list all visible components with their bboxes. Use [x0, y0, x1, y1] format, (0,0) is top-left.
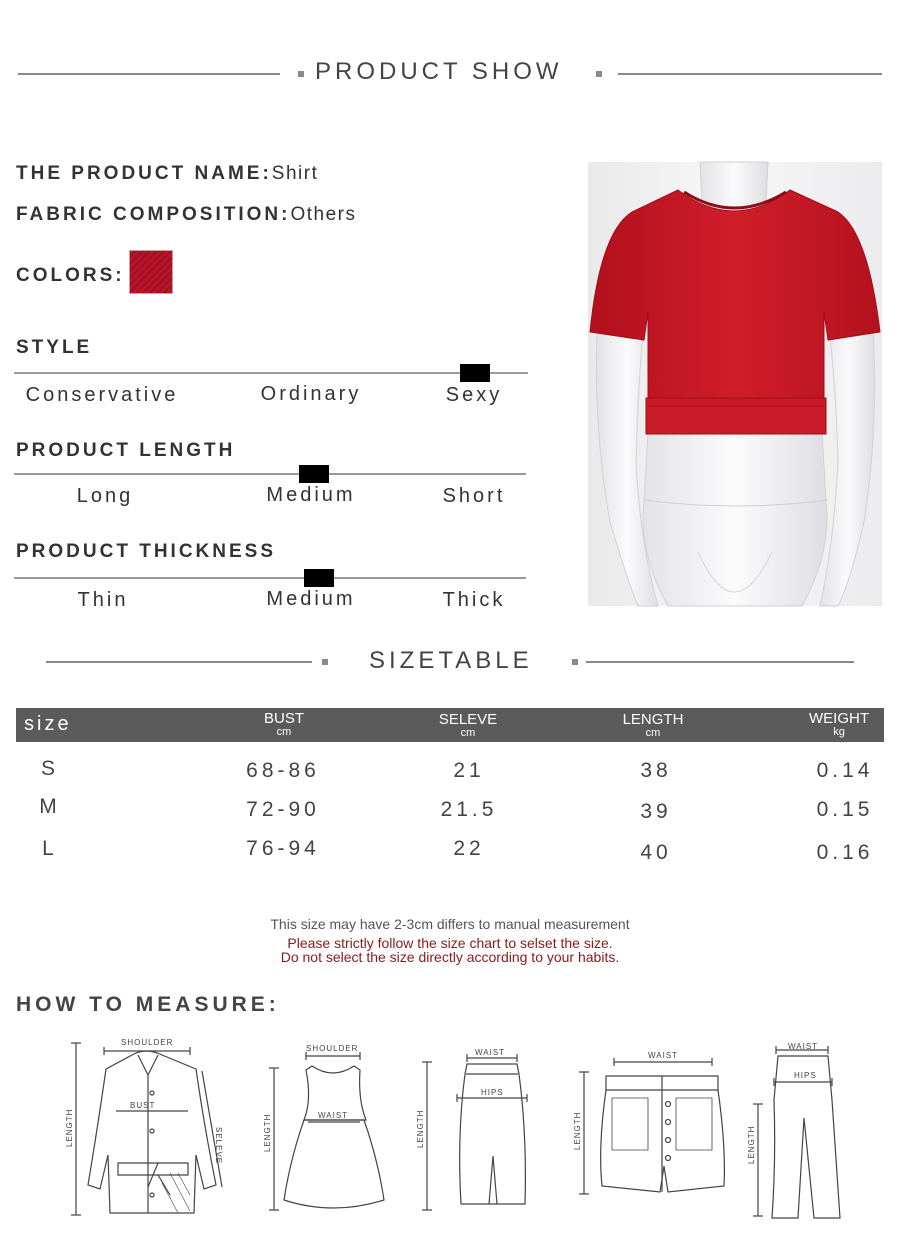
size-table-header [16, 708, 884, 742]
col-bust-unit: cm [276, 726, 292, 738]
length-option-long: Long [76, 485, 134, 507]
col-length-name: LENGTH [622, 711, 684, 728]
pants-diagram [748, 1040, 858, 1222]
coat-bust-label: BUST [130, 1101, 156, 1110]
length-option-short: Short [442, 485, 506, 507]
how-to-measure-title: HOW TO MEASURE: [16, 993, 280, 1016]
skirt-waist-label: WAIST [475, 1048, 506, 1057]
style-marker [460, 364, 490, 382]
color-swatch-red[interactable] [129, 250, 173, 294]
length-option-medium: Medium [266, 484, 356, 506]
product-show-title: PRODUCT SHOW [315, 58, 563, 85]
pants-hips-label: HIPS [794, 1071, 817, 1080]
shorts-length-label: LENGTH [573, 1111, 582, 1150]
thickness-scale-line [14, 577, 526, 579]
colors-label: COLORS: [16, 265, 125, 286]
coat-diagram [58, 1035, 238, 1220]
col-length-unit: cm [645, 727, 661, 739]
dress-waist-label: WAIST [318, 1111, 349, 1120]
coat-shoulder-label: SHOULDER [121, 1038, 174, 1047]
sizetable-square-right [572, 659, 578, 665]
cell-size: M [39, 795, 57, 818]
thickness-option-thin: Thin [77, 589, 129, 611]
style-option-sexy: Sexy [445, 384, 503, 406]
shorts-diagram [572, 1046, 742, 1206]
cell-bust: 76-94 [246, 837, 320, 860]
cell-seleve: 21.5 [440, 798, 498, 821]
col-seleve-unit: cm [460, 727, 476, 739]
mannequin-illustration [588, 162, 882, 606]
cell-length: 38 [640, 759, 672, 782]
cell-weight: 0.16 [816, 841, 874, 864]
skirt-hips-label: HIPS [481, 1088, 504, 1097]
col-seleve-name: SELEVE [438, 711, 498, 728]
fabric-label: FABRIC COMPOSITION: [16, 204, 291, 225]
coat-seleve-label: SELEVE [214, 1127, 223, 1165]
col-bust-name: BUST [263, 710, 304, 727]
cell-seleve: 22 [453, 837, 485, 860]
cell-length: 39 [640, 800, 672, 823]
col-weight-unit: kg [833, 726, 845, 738]
cell-bust: 72-90 [246, 798, 320, 821]
product-length-title: PRODUCT LENGTH [16, 440, 236, 461]
style-scale-line [14, 372, 528, 374]
cell-size: L [42, 837, 54, 860]
sizetable-square-left [322, 659, 328, 665]
col-size: size [24, 713, 72, 735]
sizetable-line-right [586, 661, 854, 663]
cell-seleve: 21 [453, 759, 485, 782]
coat-length-label: LENGTH [65, 1108, 74, 1147]
pants-length-label: LENGTH [747, 1125, 756, 1164]
fabric-composition [16, 204, 356, 226]
col-length [593, 712, 713, 739]
size-note: This size may have 2-3cm differs to manual measurement [270, 916, 630, 932]
thickness-option-medium: Medium [266, 588, 356, 610]
skirt-length-label: LENGTH [416, 1109, 425, 1148]
thickness-marker [304, 569, 334, 587]
thickness-option-thick: Thick [442, 589, 506, 611]
product-name [16, 163, 318, 185]
col-bust [224, 711, 344, 738]
style-option-conservative: Conservative [25, 384, 179, 406]
dress-shoulder-label: SHOULDER [306, 1044, 359, 1053]
product-photo[interactable] [588, 162, 882, 606]
product-thickness-title: PRODUCT THICKNESS [16, 541, 277, 562]
length-marker [299, 465, 329, 483]
shorts-waist-label: WAIST [648, 1051, 679, 1060]
header-line-left [18, 73, 280, 75]
header-line-right [618, 73, 882, 75]
skirt-diagram [415, 1044, 545, 1214]
size-warning-2: Do not select the size directly according to your habits. [280, 949, 620, 965]
cell-length: 40 [640, 841, 672, 864]
length-scale-line [14, 473, 526, 475]
header-square-right [596, 71, 602, 77]
style-title: STYLE [16, 337, 93, 358]
col-seleve [408, 712, 528, 739]
style-option-ordinary: Ordinary [260, 383, 362, 405]
dress-length-label: LENGTH [263, 1113, 272, 1152]
col-weight-name: WEIGHT [809, 710, 869, 727]
cell-size: S [40, 757, 55, 780]
product-name-value: Shirt [271, 163, 319, 184]
cell-weight: 0.14 [816, 759, 874, 782]
header-square-left [298, 71, 304, 77]
cell-weight: 0.15 [816, 798, 874, 821]
sizetable-line-left [46, 661, 312, 663]
size-warning-1: Please strictly follow the size chart to selset the size. [287, 935, 613, 951]
sizetable-title: SIZETABLE [369, 647, 533, 674]
cell-bust: 68-86 [246, 759, 320, 782]
pants-waist-label: WAIST [788, 1042, 819, 1051]
col-weight [779, 711, 899, 738]
dress-diagram [260, 1040, 400, 1215]
product-name-label: THE PRODUCT NAME: [16, 163, 272, 184]
fabric-value: Others [290, 204, 357, 225]
